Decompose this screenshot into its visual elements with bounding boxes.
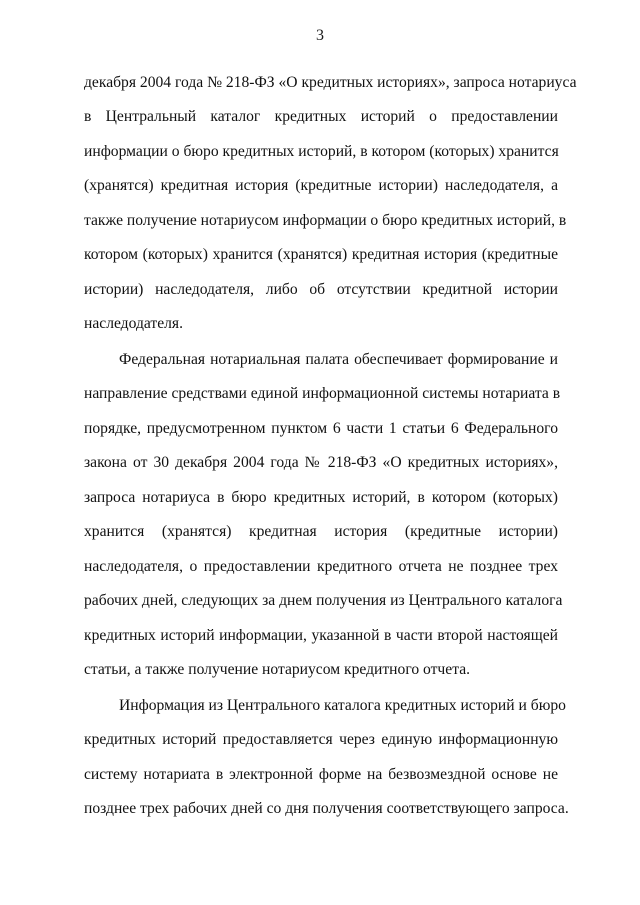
- page-number: 3: [316, 27, 324, 44]
- text-line: Федеральная нотариальная палата обеспечивает формирование и: [119, 351, 558, 368]
- text-line: рабочих дней, следующих за днем получения из Центрального каталога: [84, 592, 563, 609]
- text-line: запроса нотариуса в бюро кредитных историй, в котором (которых): [84, 489, 558, 506]
- text-line: наследодателя.: [84, 315, 184, 332]
- text-line: направление средствами единой информационной системы нотариата в: [84, 385, 561, 402]
- text-line: позднее трех рабочих дней со дня получения соответствующего запроса.: [84, 800, 569, 817]
- text-line: в Центральный каталог кредитных историй о предоставлении: [84, 108, 558, 125]
- text-line: информации о бюро кредитных историй, в котором (которых) хранится: [84, 143, 559, 160]
- text-line: хранится (хранятся) кредитная история (кредитные истории): [84, 523, 558, 540]
- text-line: котором (которых) хранится (хранятся) кредитная история (кредитные: [84, 246, 558, 263]
- text-line: закона от 30 декабря 2004 года № 218-ФЗ «О кредитных историях»,: [84, 454, 558, 471]
- text-line: Информация из Центрального каталога кредитных историй и бюро: [119, 697, 566, 714]
- text-line: истории) наследодателя, либо об отсутствии кредитной истории: [84, 281, 558, 298]
- text-line: порядке, предусмотренном пунктом 6 части 1 статьи 6 Федерального: [84, 420, 558, 437]
- text-line: кредитных историй информации, указанной в части второй настоящей: [84, 627, 558, 644]
- text-line: статьи, а также получение нотариусом кредитного отчета.: [84, 661, 471, 678]
- text-line: также получение нотариусом информации о бюро кредитных историй, в: [84, 212, 567, 229]
- text-line: кредитных историй предоставляется через единую информационную: [84, 731, 558, 748]
- text-line: наследодателя, о предоставлении кредитного отчета не позднее трех: [84, 558, 558, 575]
- text-line: (хранятся) кредитная история (кредитные истории) наследодателя, а: [84, 177, 558, 194]
- text-line: систему нотариата в электронной форме на безвозмездной основе не: [84, 766, 558, 783]
- text-line: декабря 2004 года № 218-ФЗ «О кредитных историях», запроса нотариуса: [84, 74, 577, 91]
